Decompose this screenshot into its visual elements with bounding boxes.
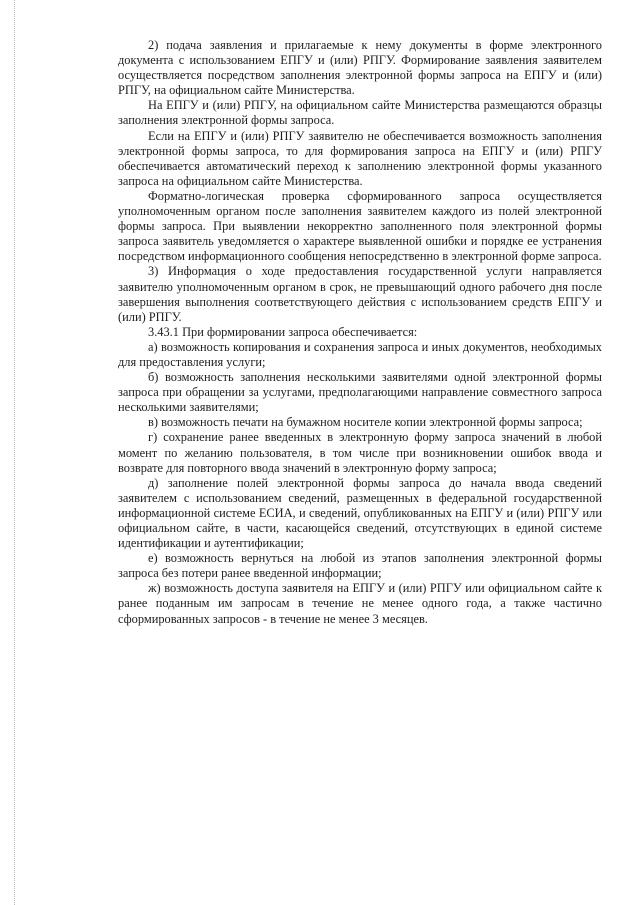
document-body [118,38,602,627]
list-item-g: г) сохранение ранее введенных в электронную форму запроса значений в любой момент по желанию пользователя, в том числе при возникновении ошибок ввода и возврате для повторного ввода значений в электронную форму запроса; [118,430,602,475]
paragraph-sample-forms: На ЕПГУ и (или) РПГУ, на официальном сайте Министерства размещаются образцы заполнения электронной формы запроса. [118,98,602,128]
paragraph-item-2: 2) подача заявления и прилагаемые к нему документы в форме электронного документа с использованием ЕПГУ и (или) РПГУ. Формирование заявления заявителем осуществляется посредством заполнения электронной формы запроса на ЕПГУ и (или) РПГУ, на официальном сайте Министерства. [118,38,602,98]
list-item-b: б) возможность заполнения несколькими заявителями одной электронной формы запроса при обращении за услугами, предполагающими направление совместного запроса несколькими заявителями; [118,370,602,415]
paragraph-auto-redirect: Если на ЕПГУ и (или) РПГУ заявителю не обеспечивается возможность заполнения электронной формы запроса, то для формирования запроса на ЕПГУ и (или) РПГУ обеспечивается автоматический переход к заполнению электронной формы указанного запроса на официальном сайте Министерства. [118,128,602,188]
list-item-a: а) возможность копирования и сохранения запроса и иных документов, необходимых для предоставления услуги; [118,339,602,369]
list-item-d: д) заполнение полей электронной формы запроса до начала ввода сведений заявителем с использованием сведений, размещенных в федеральной государственной информационной системе ЕСИА, и сведений, опубликованных на ЕПГУ и (или) РПГУ или официальном сайте, в части, касающейся сведений, отсутствующих в единой системе идентификации и аутентификации; [118,475,602,551]
paragraph-format-check: Форматно-логическая проверка сформированного запроса осуществляется уполномоченным органом после заполнения заявителем каждого из полей электронной формы запроса. При выявлении некорректно заполненного поля электронной формы запроса заявитель уведомляется о характере выявленной ошибки и порядке ее устранения посредством информационного сообщения непосредственно в электронной форме запроса. [118,188,602,264]
section-heading-3-43-1: 3.43.1 При формировании запроса обеспечивается: [148,324,418,339]
paragraph-item-3: 3) Информация о ходе предоставления государственной услуги направляется заявителю уполномоченным органом в срок, не превышающий одного рабочего дня после завершения выполнения соответствующего действия с использованием средств ЕПГУ и (или) РПГУ. [118,264,602,324]
scan-edge-line [14,0,15,905]
list-item-zh: ж) возможность доступа заявителя на ЕПГУ и (или) РПГУ или официальном сайте к ранее поданным им запросам в течение не менее одного года, а также частично сформированных запросов - в течение не менее 3 месяцев. [118,581,602,626]
list-item-v: в) возможность печати на бумажном носителе копии электронной формы запроса; [148,415,583,430]
list-item-e: е) возможность вернуться на любой из этапов заполнения электронной формы запроса без потери ранее введенной информации; [118,551,602,581]
